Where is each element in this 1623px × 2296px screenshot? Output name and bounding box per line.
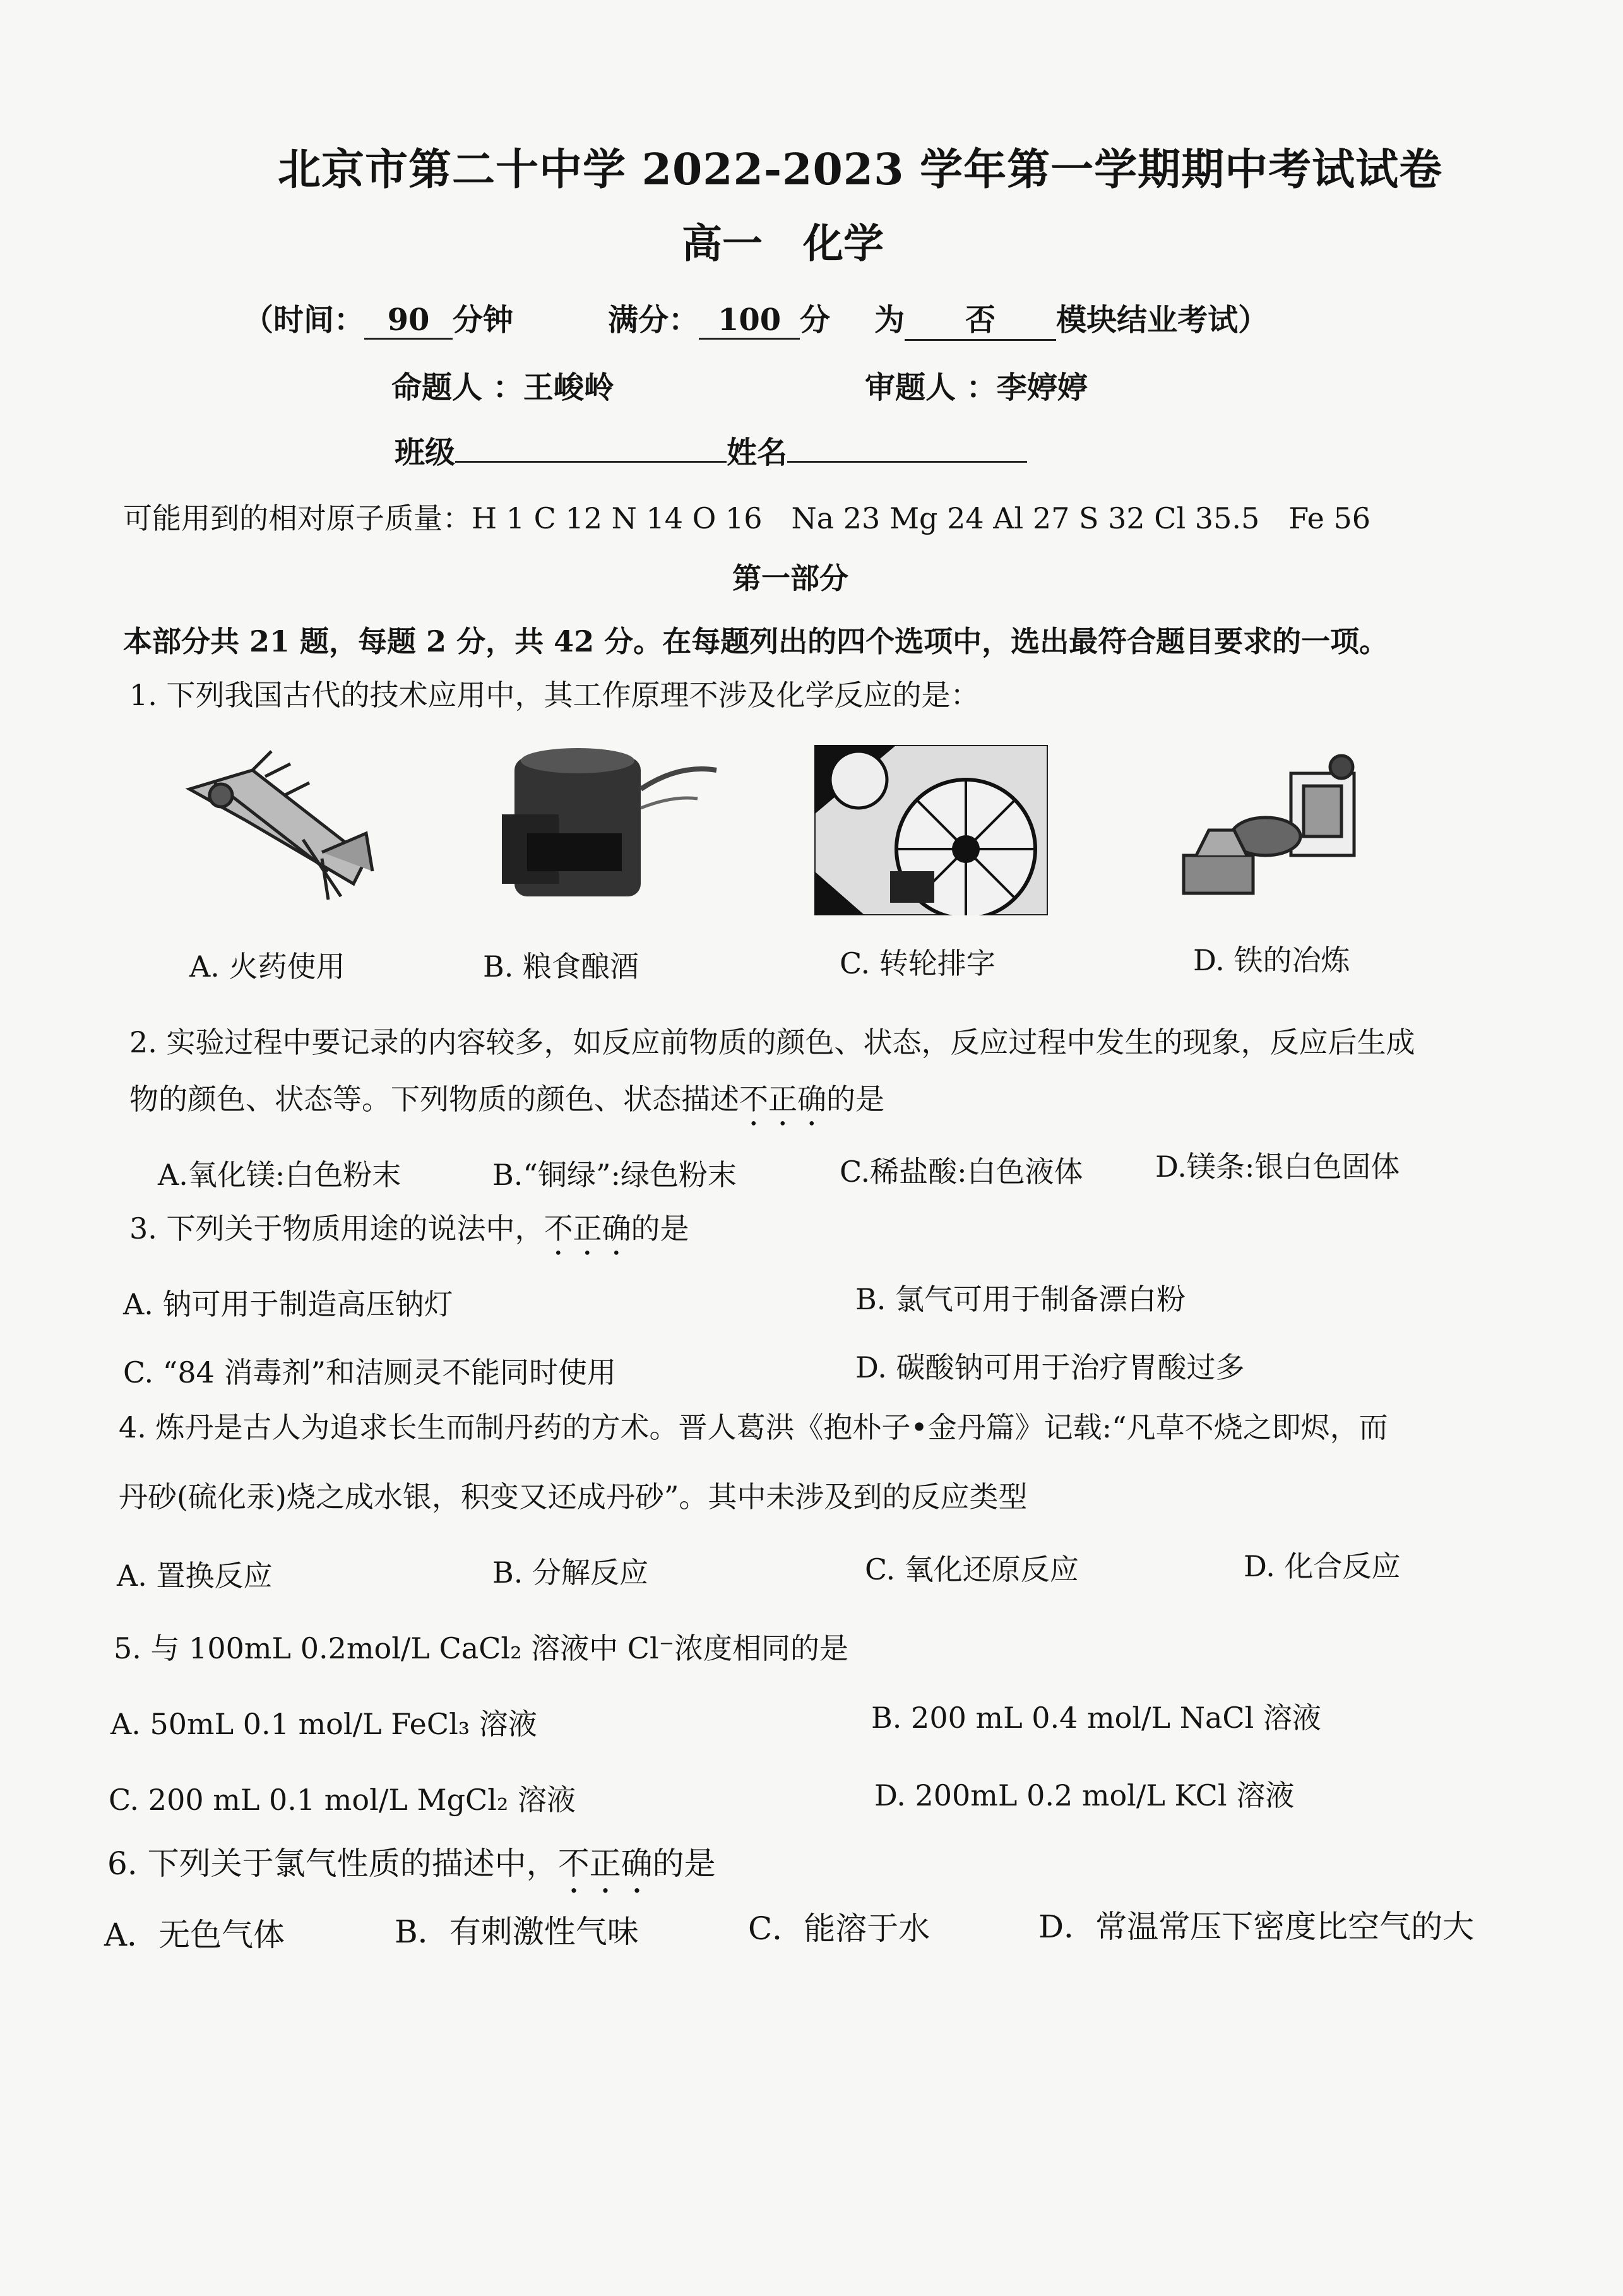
- time-label: （时间：: [243, 302, 365, 338]
- q2-option-d[interactable]: D.镁条:银白色固体: [1155, 1150, 1400, 1184]
- reviewer-name: 李婷婷: [996, 370, 1088, 405]
- section-instructions: 本部分共 21 题，每题 2 分，共 42 分。在每题列出的四个选项中，选出最符合题目要求的一项。: [123, 624, 1389, 658]
- q2-option-c[interactable]: C.稀盐酸:白色液体: [840, 1155, 1083, 1189]
- q1-option-b[interactable]: B. 粮食酿酒: [483, 949, 639, 984]
- q3-option-d[interactable]: D. 碳酸钠可用于治疗胃酸过多: [855, 1350, 1245, 1384]
- q3-option-b[interactable]: B. 氯气可用于制备漂白粉: [855, 1282, 1186, 1316]
- q1-option-c[interactable]: C. 转轮排字: [840, 946, 996, 980]
- q5-option-c[interactable]: C. 200 mL 0.1 mol/L MgCl₂ 溶液: [109, 1783, 576, 1817]
- q2-stem-emphasis: 不正确: [739, 1082, 826, 1116]
- question-2-stem-line1: 2. 实验过程中要记录的内容较多，如反应前物质的颜色、状态，反应过程中发生的现象，反应后生成: [129, 1025, 1415, 1059]
- score-unit: 分: [800, 302, 831, 338]
- q2-stem-end: 的是: [826, 1082, 884, 1116]
- question-4-stem-line1: 4. 炼丹是古人为追求长生而制丹药的方术。晋人葛洪《抱朴子•金丹篇》记载:“凡草不烧之即烬，而: [119, 1410, 1388, 1444]
- exam-title: 北京市第二十中学 2022-2023 学年第一学期期中考试试卷: [278, 145, 1443, 195]
- question-6-stem: [107, 1838, 716, 1900]
- gunpowder-rocket-figure: [177, 745, 385, 903]
- question-4-stem-line2: 丹砂(硫化汞)烧之成水银，积变又还成丹砂”。其中未涉及到的反应类型: [119, 1480, 1028, 1514]
- exam-subtitle: 高一 化学: [682, 220, 884, 268]
- time-unit: 分钟: [453, 302, 514, 338]
- q2-option-a[interactable]: A.氧化镁:白色粉末: [158, 1158, 401, 1192]
- q6-option-d[interactable]: D．常温常压下密度比空气的大: [1038, 1908, 1475, 1945]
- q6-stem-text: 6. 下列关于氯气性质的描述中，: [107, 1845, 558, 1882]
- q4-option-d[interactable]: D. 化合反应: [1244, 1549, 1401, 1583]
- atomic-masses: 可能用到的相对原子质量：H 1 C 12 N 14 O 16 Na 23 Mg 24 Al 27 S 32 Cl 35.5 Fe 56: [123, 501, 1371, 535]
- time-value: 90: [364, 302, 453, 340]
- author-label: 命题人 ：: [391, 370, 523, 405]
- q6-option-a[interactable]: A．无色气体: [104, 1917, 285, 1953]
- q5-option-b[interactable]: B. 200 mL 0.4 mol/L NaCl 溶液: [871, 1701, 1321, 1735]
- author-name: 王峻岭: [523, 370, 614, 405]
- reviewer-label: 审题人 ：: [865, 370, 997, 405]
- question-5-stem: 5. 与 100mL 0.2mol/L CaCl₂ 溶液中 Cl⁻浓度相同的是: [114, 1631, 848, 1665]
- q6-option-c[interactable]: C．能溶于水: [748, 1910, 930, 1947]
- q3-option-a[interactable]: A. 钠可用于制造高压钠灯: [123, 1287, 453, 1321]
- class-field[interactable]: [455, 431, 727, 463]
- class-label: 班级: [395, 435, 456, 470]
- question-2-stem-line2: [129, 1076, 884, 1133]
- wine-brewing-figure: [489, 739, 723, 903]
- question-3-stem: [129, 1206, 689, 1262]
- q5-option-d[interactable]: D. 200mL 0.2 mol/L KCl 溶液: [874, 1778, 1295, 1812]
- q6-stem-end: 的是: [652, 1845, 716, 1882]
- q4-option-a[interactable]: A. 置换反应: [117, 1559, 273, 1593]
- score-value: 100: [699, 302, 800, 340]
- q4-option-b[interactable]: B. 分解反应: [492, 1555, 649, 1590]
- q3-stem-emphasis: 不正确: [544, 1211, 631, 1246]
- q3-option-c[interactable]: C. “84 消毒剂”和洁厕灵不能同时使用: [123, 1355, 616, 1389]
- q5-option-a[interactable]: A. 50mL 0.1 mol/L FeCl₃ 溶液: [110, 1707, 537, 1741]
- rotary-type-wheel-figure: [814, 745, 1048, 915]
- q6-stem-emphasis: 不正确: [557, 1845, 653, 1882]
- question-1-stem: 1. 下列我国古代的技术应用中，其工作原理不涉及化学反应的是：: [129, 678, 980, 712]
- q1-option-d[interactable]: D. 铁的冶炼: [1193, 943, 1350, 977]
- reviewer-line: [865, 363, 1088, 407]
- q1-option-a[interactable]: A. 火药使用: [189, 949, 345, 984]
- name-label: 姓名: [727, 435, 788, 470]
- author-line: [391, 363, 614, 407]
- section-title: 第一部分: [732, 561, 848, 595]
- q4-option-c[interactable]: C. 氧化还原反应: [865, 1552, 1079, 1586]
- module-value: 否: [905, 295, 1056, 341]
- score-label: 满分：: [608, 302, 699, 338]
- q3-stem-end: 的是: [631, 1211, 689, 1246]
- q2-option-b[interactable]: B.“铜绿”:绿色粉末: [492, 1158, 737, 1192]
- q6-option-b[interactable]: B．有刺激性气味: [395, 1913, 639, 1950]
- q3-stem-text: 3. 下列关于物质用途的说法中，: [129, 1211, 544, 1246]
- exam-meta-line: [243, 295, 1268, 341]
- student-info-line: [395, 428, 1027, 472]
- iron-smelting-figure: [1171, 748, 1379, 906]
- q2-stem-text: 物的颜色、状态等。下列物质的颜色、状态描述: [129, 1082, 739, 1116]
- name-field[interactable]: [787, 431, 1027, 463]
- module-suffix: 模块结业考试）: [1056, 302, 1269, 338]
- module-label: 为: [874, 302, 905, 338]
